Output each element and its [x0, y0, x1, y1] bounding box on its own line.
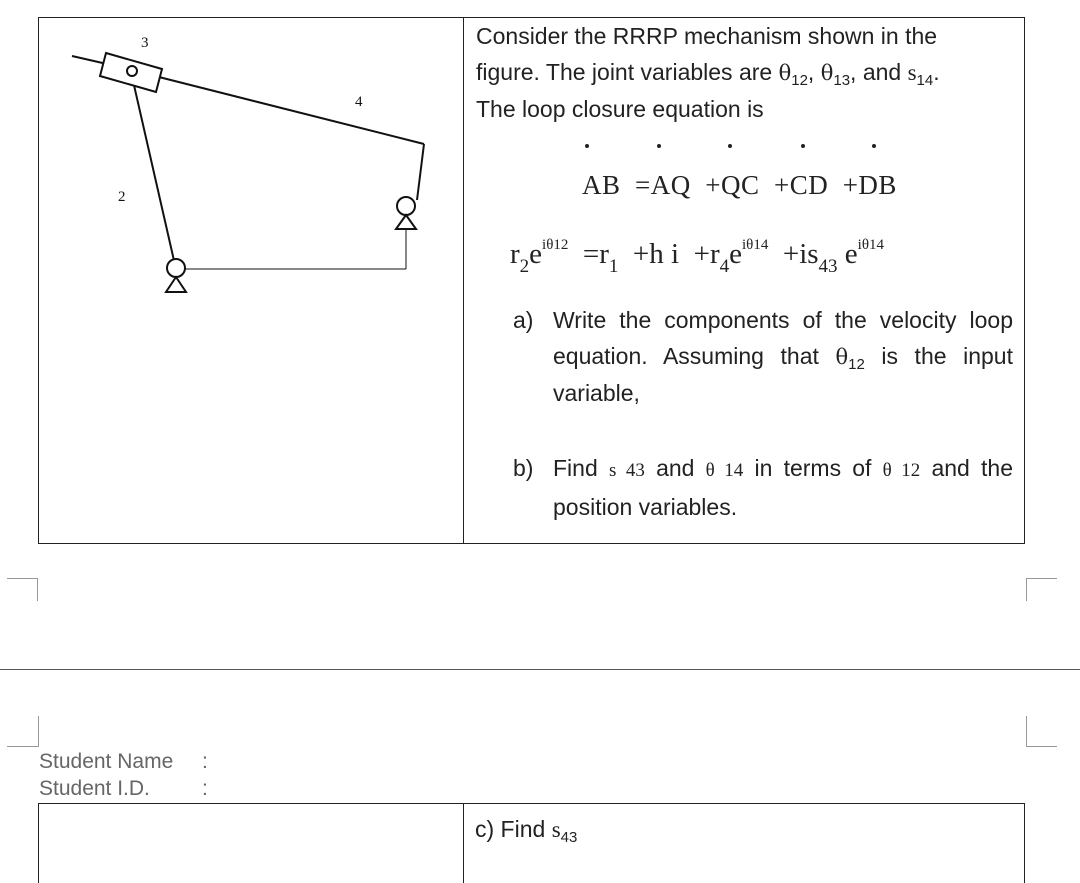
link-2	[131, 72, 175, 265]
intro-line-2: figure. The joint variables are $\theta_{12}$, $\theta_{13}$, and $s_{14}$.	[476, 59, 940, 89]
question-b-label: b)	[513, 455, 534, 481]
intro-line-1: Consider the RRRP mechanism shown in the	[476, 23, 938, 49]
link-4	[147, 74, 424, 144]
intro-paragraph	[476, 18, 1016, 127]
slider-line	[72, 56, 107, 64]
question-b-text: Find s 43 and θ 14 in terms of θ 12 and the position variables.	[553, 455, 1013, 520]
column-divider	[463, 804, 464, 883]
student-name-label: Student Name :	[39, 750, 208, 773]
right-pivot	[397, 197, 415, 215]
question-b	[513, 450, 1013, 525]
part-c-table	[38, 803, 1025, 883]
student-id-label: Student I.D. :	[39, 777, 208, 800]
page-break-line	[0, 669, 1080, 670]
column-divider	[463, 18, 464, 543]
vector-arrows	[584, 136, 904, 150]
page-corner-mark	[7, 578, 38, 601]
link-4-end	[417, 144, 424, 200]
mechanism-figure	[39, 18, 463, 543]
left-pivot	[167, 259, 185, 277]
label-3: 3	[141, 35, 149, 51]
right-pivot-base	[396, 215, 416, 229]
question-c: c) Find $s_{43}$	[475, 816, 578, 846]
label-2: 2	[118, 189, 126, 205]
page-corner-mark	[7, 716, 39, 747]
slider-pin	[127, 66, 137, 76]
question-a-text: Write the components of the velocity loop equation. Assuming that $\theta_{12}$ is the input variable,	[553, 307, 1013, 406]
page-corner-mark	[1026, 578, 1057, 601]
problem-table	[38, 17, 1025, 544]
label-4: 4	[355, 94, 363, 110]
page-corner-mark	[1026, 716, 1057, 747]
intro-line-3: The loop closure equation is	[476, 96, 764, 122]
complex-loop-equation: $r_2e^{i\theta 12} =r_1 +h$ $i +r_4e^{i\theta 14} +is_{43}$ $e^{i\theta 14}$	[510, 237, 885, 277]
left-pivot-base	[166, 277, 186, 292]
question-a-label: a)	[513, 307, 534, 333]
question-a	[513, 302, 1013, 411]
vector-loop-equation: AB =AQ +QC +CD +DB	[582, 170, 897, 200]
